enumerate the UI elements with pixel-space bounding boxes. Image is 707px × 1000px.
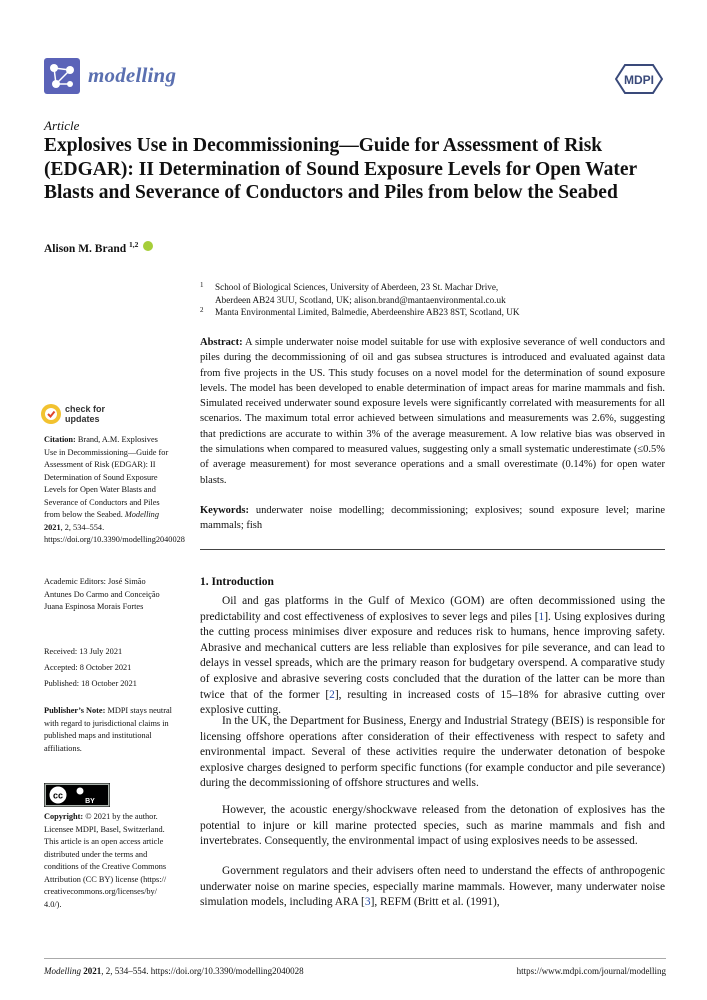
citation-journal: Modelling <box>124 510 159 519</box>
abstract <box>200 335 665 488</box>
journal-logo-icon <box>44 58 80 94</box>
received-date: Received: 13 July 2021 <box>44 647 123 656</box>
section-divider <box>200 549 665 550</box>
published-date: Published: 18 October 2021 <box>44 679 137 688</box>
citation-ref-3[interactable]: 3 <box>364 896 371 909</box>
footer-year: 2021 <box>83 966 102 976</box>
citation-ref-1[interactable]: 1 <box>538 610 545 623</box>
abstract-text: A simple underwater noise model suitable for use with explosive severance of well conductors and piles during the decommissioning of oil and gas subsea structures is introduced and evaluated against data from five projects in the US. This study focuses on a novel model for the determination of sound exposure levels. The model has been developed to enable determination of impact areas for marine mammals and fish. Simulated received underwater sound exposure levels were significantly correlated with measurements for all scenarios. The maximum total error achieved between simulations and measurements was 2.6%, suggesting that predictions are accurate to within 3% of the average measurement. A low relative bias was observed in the simulations when compared to measured values, suggesting only a small systematic underestimate (≤0.5% of average measurement) for most severance operations and a small overestimate (0.14%) for open water blasts. <box>200 337 665 486</box>
abstract-label: Abstract: <box>200 337 243 348</box>
publisher-note-label: Publisher’s Note: <box>44 706 106 715</box>
check-updates-icon <box>40 403 62 425</box>
intro-paragraph-2: In the UK, the Department for Business, Energy and Industrial Strategy (BEIS) is responsible for licensing offshore operations after consideration of their effectiveness with respect to safety and environmental impact. Several of these activities require the underwater detonation of bespoke explosive charges designed to perform specific functions (for example conductor and pile severance) during the decommissioning of offshore structures and wells. <box>200 715 665 790</box>
affiliation-1: 1 School of Biological Sciences, University of Aberdeen, 23 St. Machar Drive, Aberdeen AB24 3UU, Scotland, UK; alison.brand@mantaenvironmental.co.uk <box>200 281 506 305</box>
check-updates-line1: check for <box>65 404 106 414</box>
keywords-label: Keywords: <box>200 505 249 516</box>
keywords <box>200 503 665 534</box>
check-updates-badge[interactable] <box>40 401 120 429</box>
copyright-text: © 2021 by the author. Licensee MDPI, Basel, Switzerland. This article is an open access article distributed under the terms and conditions of the Creative Commons Attribution (CC BY) license (https:// creativecommons.org/licenses/by/ 4.0/). <box>44 812 167 909</box>
journal-name: modelling <box>88 63 177 87</box>
orcid-icon[interactable] <box>143 241 153 251</box>
footer-journal-url[interactable]: https://www.mdpi.com/journal/modelling <box>516 966 666 976</box>
mdpi-logo-icon <box>615 64 663 94</box>
svg-text:MDPI: MDPI <box>624 73 654 87</box>
svg-text:cc: cc <box>52 790 64 801</box>
footer-citation <box>44 966 304 976</box>
publisher-note-text: MDPI stays neutral with regard to jurisdictional claims in published maps and institutional affiliations. <box>44 706 172 753</box>
keywords-text: underwater noise modelling; decommissioning; explosives; sound exposure level; marine mammals; fish <box>200 505 666 532</box>
footer-doi[interactable]: , 2, 534–554. https://doi.org/10.3390/modelling2040028 <box>101 966 304 976</box>
author-name: Alison M. Brand <box>44 242 127 255</box>
footer-divider <box>44 958 666 959</box>
citation-label: Citation: <box>44 435 76 444</box>
citation-doi[interactable]: , 2, 534–554. https://doi.org/10.3390/modelling2040028 <box>44 522 185 544</box>
author-affiliation-sup: 1,2 <box>129 240 139 249</box>
intro-paragraph-4: Government regulators and their advisers often need to understand the effects of anthropogenic underwater noise on marine species, especially marine mammals. However, many underwater noise simulation models, including ARA [3], REFM (Britt et al. (1991), <box>200 865 665 909</box>
intro-paragraph-1: Oil and gas platforms in the Gulf of Mexico (GOM) are often decommissioned using the predictability and cost effectiveness of explosives to sever legs and piles [1]. Using explosives during the cutting process minimises diver exposure and reduces risk to humans, hence improving safety. Abrasive and mechanical cutters are less reliable than explosives for pile severance, and can lead to delays in vessel spreads, which are the primary reason for budgetary overspend. A comparative study of explosive and abrasive severing costs concluded that the duration of the latter can be more than twice that of the former [2], resulting in increased costs of 15–18% for abrasive cutting over explosive cutting. <box>200 595 665 717</box>
copyright-label: Copyright: <box>44 812 84 821</box>
citation-text: Brand, A.M. Explosives Use in Decommissioning—Guide for Assessment of Risk (EDGAR): II Determination of Sound Exposure Levels for Open Water Blasts and Severance of Conductors and Piles from below the Seabed. <box>44 435 169 519</box>
copyright-block <box>44 811 172 911</box>
paper-title: Explosives Use in Decommissioning—Guide for Assessment of Risk (EDGAR): II Determination of Sound Exposure Levels for Open Water Blasts and Severance of Conductors and Piles from below the Seabed <box>44 135 637 203</box>
affiliation-2: 2 Manta Environmental Limited, Balmedie, Aberdeenshire AB23 8ST, Scotland, UK <box>200 306 520 317</box>
svg-text:BY: BY <box>85 798 95 805</box>
section-heading-introduction: 1. Introduction <box>200 576 274 588</box>
citation-ref-2[interactable]: 2 <box>329 688 335 701</box>
academic-editors: Academic Editors: José Simão Antunes Do Carmo and Conceição Juana Espinosa Morais Fortes <box>44 577 160 611</box>
accepted-date: Accepted: 8 October 2021 <box>44 663 132 672</box>
citation-block <box>44 434 185 547</box>
check-updates-line2: updates <box>65 413 100 424</box>
author-line <box>44 240 153 255</box>
article-type: Article <box>44 118 80 133</box>
cc-by-license-icon[interactable] <box>44 783 110 807</box>
publisher-note <box>44 705 172 755</box>
citation-year: 2021 <box>44 522 61 532</box>
footer-journal: Modelling <box>44 966 81 976</box>
intro-paragraph-3: However, the acoustic energy/shockwave released from the detonation of explosives has the potential to injure or kill marine protected species, such as marine mammals and fish and invertebrates. Consequently, the environmental impact of using explosives needs to be assessed. <box>200 804 665 848</box>
